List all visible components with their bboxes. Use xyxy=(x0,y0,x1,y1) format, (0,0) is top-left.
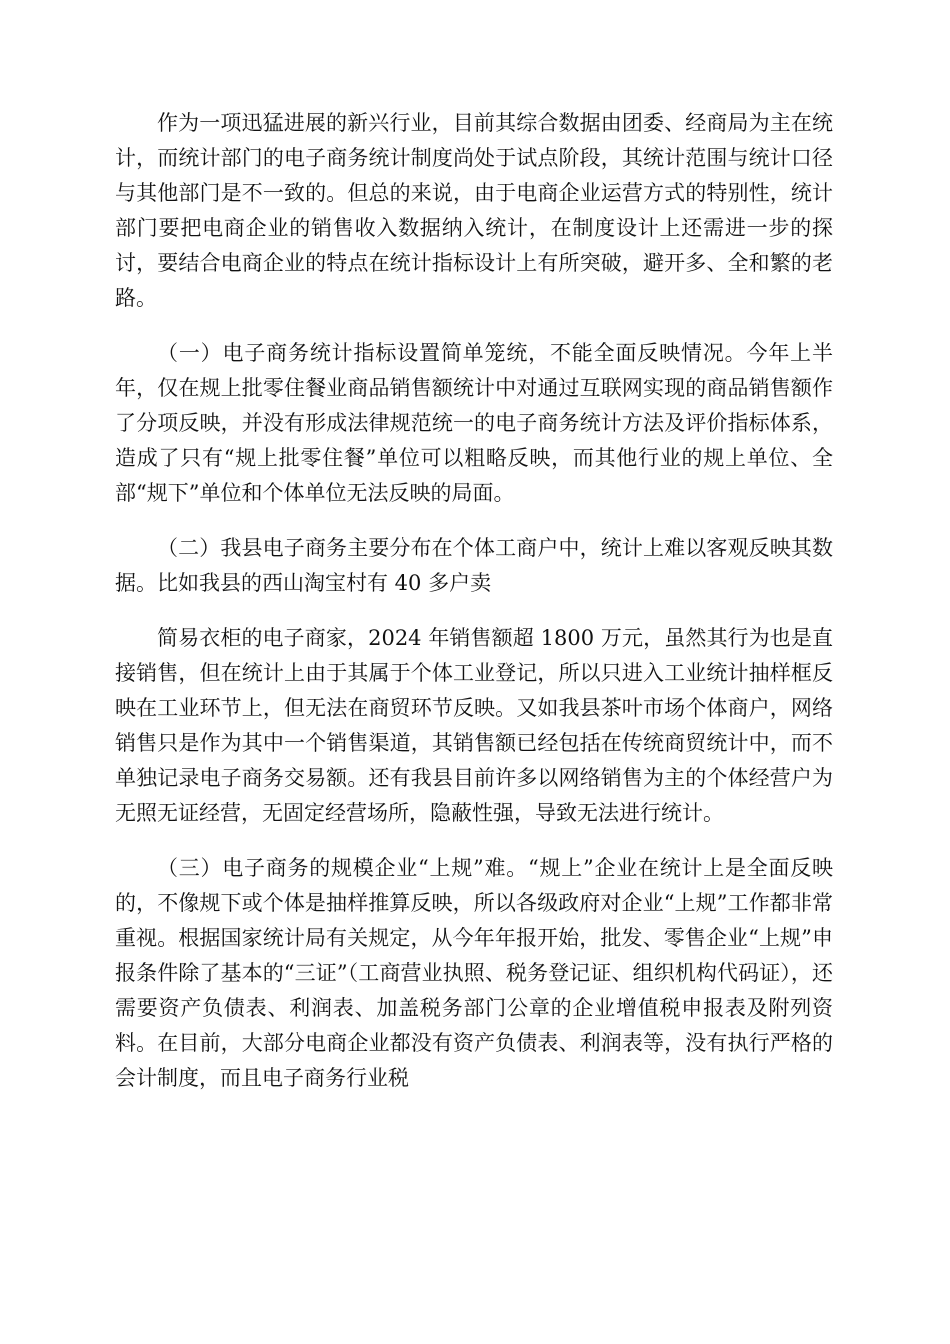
paragraph-intro: 作为一项迅猛进展的新兴行业，目前其综合数据由团委、经商局为主在统计，而统计部门的电子商务统计制度尚处于试点阶段，其统计范围与统计口径与其他部门是不一致的。但总的来说，由于电商企业运营方式的特别性，统计部门要把电商企业的销售收入数据纳入统计，在制度设计上还需进一步的探讨，要结合电商企业的特点在统计指标设计上有所突破，避开多、全和繁的老路。 xyxy=(115,111,833,310)
document-body xyxy=(115,106,833,1116)
paragraph-section-3: （三）电子商务的规模企业“上规”难。“规上”企业在统计上是全面反映的，不像规下或个体是抽样推算反映，所以各级政府对企业“上规”工作都非常重视。根据国家统计局有关规定，从今年年报开始，批发、零售企业“上规”申报条件除了基本的“三证”（工商营业执照、税务登记证、组织机构代码证），还需要资产负债表、利润表、加盖税务部门公章的企业增值税申报表及附列资料。在目前，大部分电商企业都没有资产负债表、利润表等，没有执行严格的会计制度，而且电子商务行业税 xyxy=(115,856,833,1090)
paragraph-section-2-continued: 简易衣柜的电子商家，2024 年销售额超 1800 万元，虽然其行为也是直接销售，但在统计上由于其属于个体工业登记，所以只进入工业统计抽样框反映在工业环节上，但无法在商贸环节反映。又如我县茶叶市场个体商户，网络销售只是作为其中一个销售渠道，其销售额已经包括在传统商贸统计中，而不单独记录电子商务交易额。还有我县目前许多以网络销售为主的个体经营户为无照无证经营，无固定经营场所，隐蔽性强，导致无法进行统计。 xyxy=(115,626,833,825)
paragraph-section-2: （二）我县电子商务主要分布在个体工商户中，统计上难以客观反映其数据。比如我县的西山淘宝村有 40 多户卖 xyxy=(115,536,833,595)
paragraph-section-1: （一）电子商务统计指标设置简单笼统，不能全面反映情况。今年上半年，仅在规上批零住餐业商品销售额统计中对通过互联网实现的商品销售额作了分项反映，并没有形成法律规范统一的电子商务统计方法及评价指标体系，造成了只有“规上批零住餐”单位可以粗略反映，而其他行业的规上单位、全部“规下”单位和个体单位无法反映的局面。 xyxy=(115,341,833,505)
